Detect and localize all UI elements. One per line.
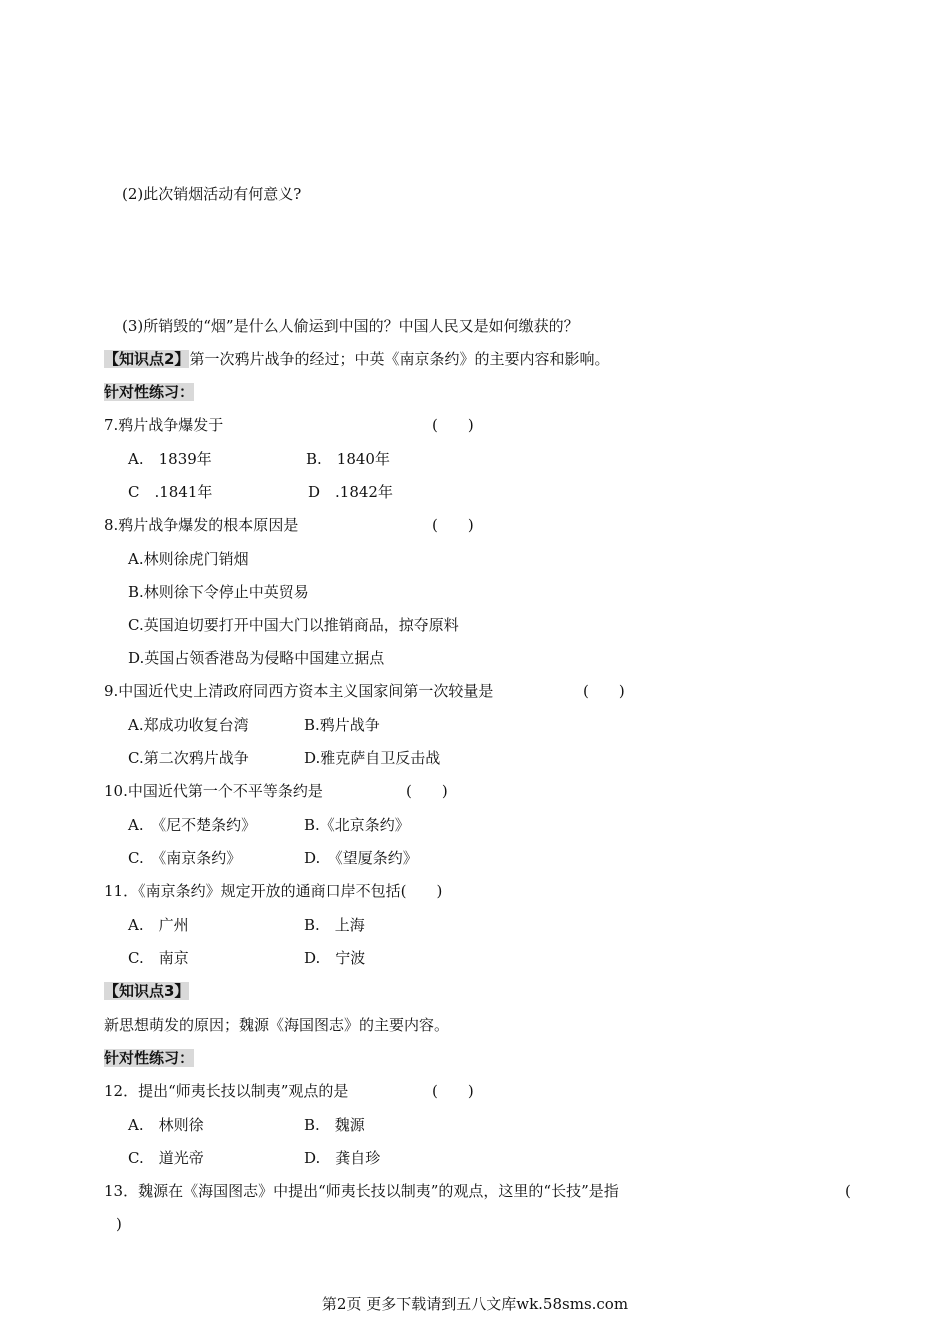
option-a: A.林则徐虎门销烟 [128,550,249,568]
answer-blank-close: ) [116,1215,122,1233]
option-a: A.郑成功收复台湾 [128,716,249,734]
option-c: C.第二次鸦片战争 [128,749,249,767]
option-c: C. 南京 [128,949,189,967]
knowledge-point-text: 新思想萌发的原因；魏源《海国图志》的主要内容。 [104,1016,450,1034]
option-c: C. 《南京条约》 [128,849,242,867]
option-b: B. 上海 [304,916,365,934]
option-b: B.鸦片战争 [304,716,380,734]
option-d: D.雅克萨自卫反击战 [304,749,441,767]
knowledge-point-3 [104,981,189,1001]
sub-question-3: (3)所销毁的“烟”是什么人偷运到中国的？中国人民又是如何缴获的？ [122,317,579,335]
option-a: A. 1839年 [128,450,212,468]
question-13-stem: 13．魏源在《海国图志》中提出“师夷长技以制夷”的观点，这里的“长技”是指 [104,1182,619,1200]
page-footer: 第2页 更多下载请到五八文库wk.58sms.com [321,1295,629,1313]
option-d: D .1842年 [308,483,393,501]
option-b: B.林则徐下令停止中英贸易 [128,583,309,601]
question-12-stem: 12．提出“师夷长技以制夷”观点的是 [104,1082,349,1100]
option-b: B.《北京条约》 [304,816,410,834]
question-8-stem: 8.鸦片战争爆发的根本原因是 [104,516,299,534]
practice-heading-label: 针对性练习： [104,383,195,401]
option-c: C. 道光帝 [128,1149,204,1167]
practice-heading-label: 针对性练习： [104,1049,195,1067]
option-d: D. 龚自珍 [304,1149,381,1167]
question-10-stem: 10.中国近代第一个不平等条约是 [104,782,323,800]
sub-question-2: (2)此次销烟活动有何意义? [122,185,302,203]
answer-blank: ( ) [583,682,625,700]
option-b: B. 1840年 [306,450,390,468]
option-a: A. 《尼不楚条约》 [128,816,257,834]
knowledge-point-2 [104,349,609,369]
knowledge-point-tag: 【知识点3】 [104,982,190,1000]
option-d: D.英国占领香港岛为侵略中国建立据点 [128,649,385,667]
answer-blank: ( ) [432,416,474,434]
question-11-stem: 11．《南京条约》规定开放的通商口岸不包括( ) [104,882,443,900]
option-a: A. 广州 [128,916,189,934]
option-d: D. 宁波 [304,949,366,967]
question-9-stem: 9.中国近代史上清政府同西方资本主义国家间第一次较量是 [104,682,494,700]
option-c: C.英国迫切要打开中国大门以推销商品，掠夺原料 [128,616,459,634]
option-d: D. 《望厦条约》 [304,849,418,867]
practice-heading [104,382,194,402]
answer-blank: ( ) [406,782,448,800]
knowledge-point-tag: 【知识点2】 [104,350,190,368]
answer-blank: ( ) [432,1082,474,1100]
answer-blank-open: ( [845,1182,851,1200]
knowledge-point-text: 第一次鸦片战争的经过；中英《南京条约》的主要内容和影响。 [189,350,610,368]
option-b: B. 魏源 [304,1116,365,1134]
question-7-stem: 7.鸦片战争爆发于 [104,416,224,434]
practice-heading [104,1048,194,1068]
option-a: A. 林则徐 [128,1116,204,1134]
answer-blank: ( ) [432,516,474,534]
option-c: C .1841年 [128,483,213,501]
